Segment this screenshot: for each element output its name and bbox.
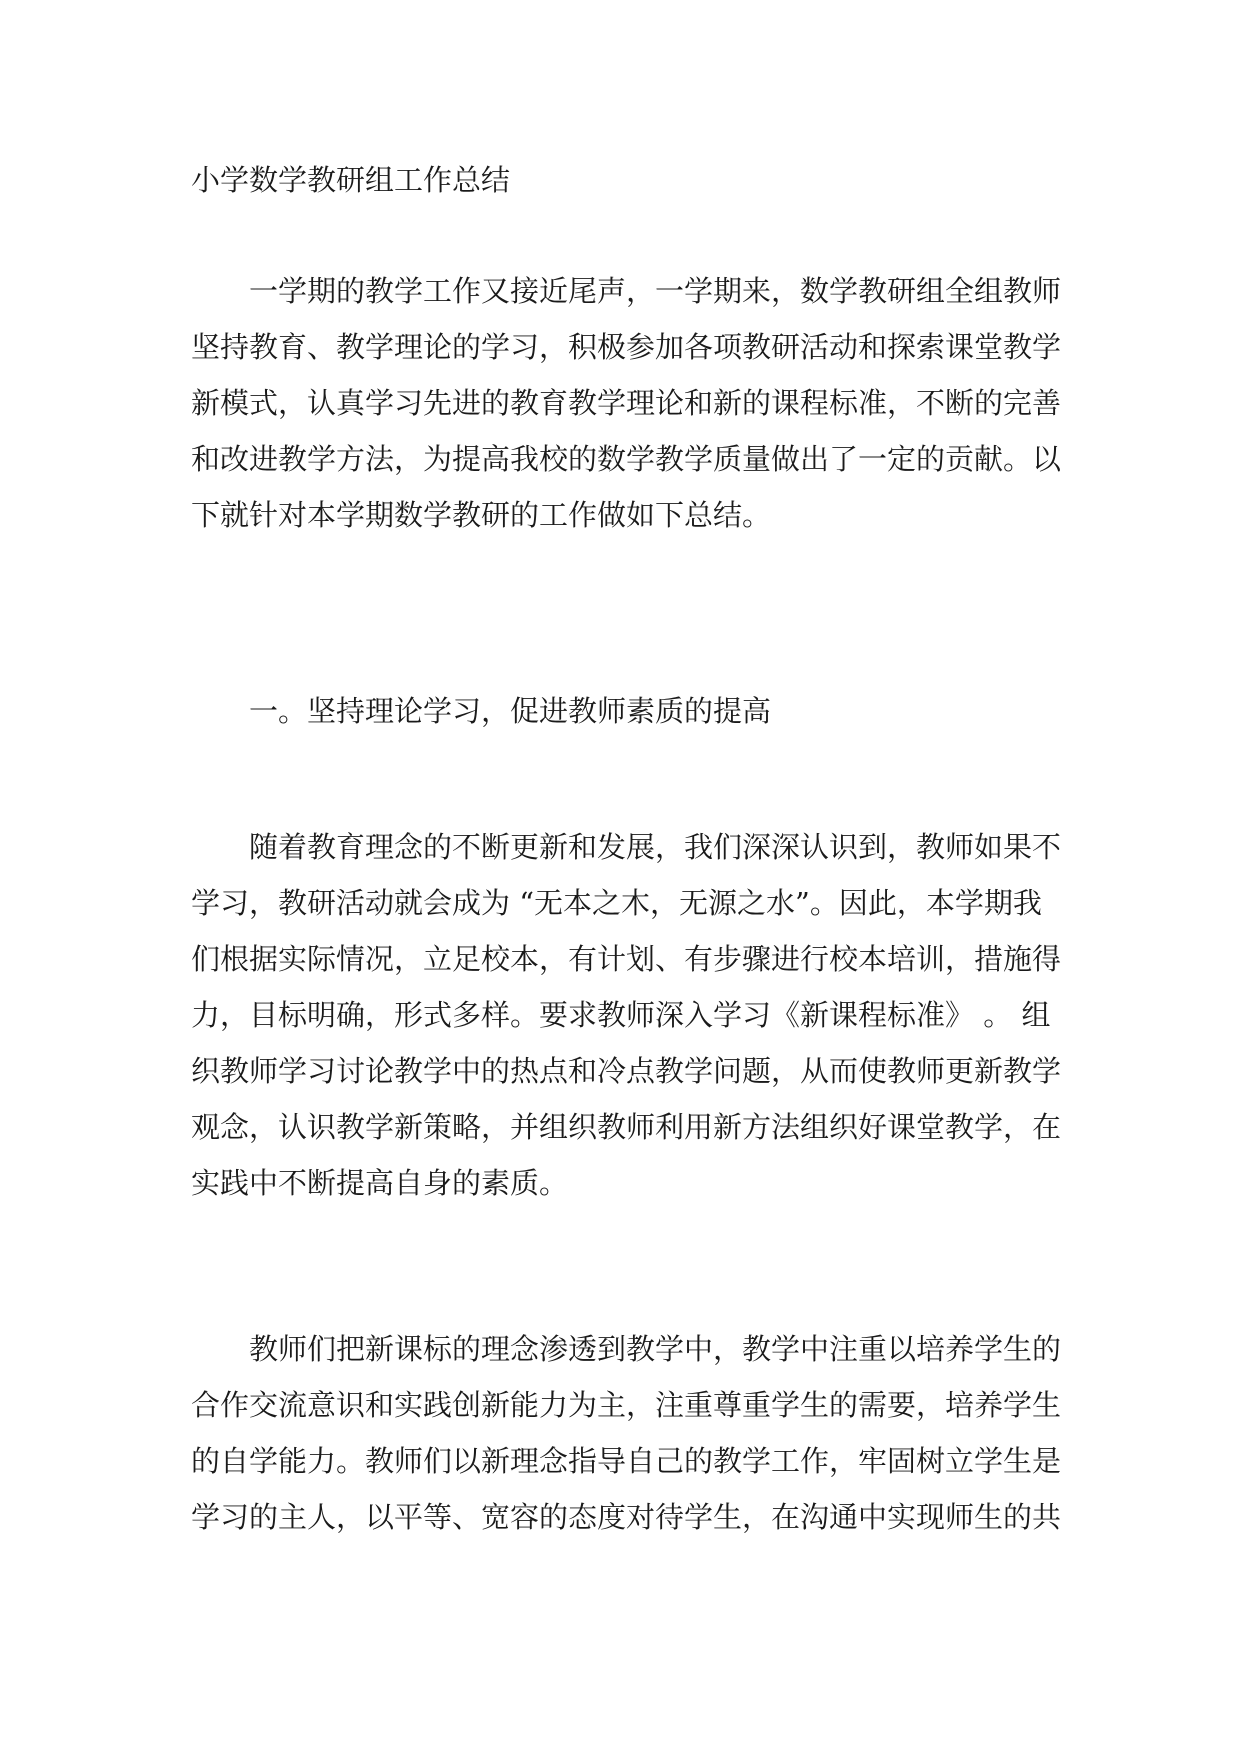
document-title: 小学数学教研组工作总结 bbox=[191, 163, 511, 197]
paragraph-line: 随着教育理念的不断更新和发展，我们深深认识到，教师如果不 bbox=[249, 830, 1062, 864]
paragraph-line: 下就针对本学期数学教研的工作做如下总结。 bbox=[191, 498, 772, 532]
paragraph-line: 和改进教学方法，为提高我校的数学教学质量做出了一定的贡献。以 bbox=[191, 442, 1062, 476]
paragraph-line: 新模式，认真学习先进的教育教学理论和新的课程标准，不断的完善 bbox=[191, 386, 1062, 420]
paragraph-line: 实践中不断提高自身的素质。 bbox=[191, 1166, 569, 1200]
paragraph-line: 一学期的教学工作又接近尾声，一学期来，数学教研组全组教师 bbox=[249, 274, 1062, 308]
paragraph-line: 力，目标明确，形式多样。要求教师深入学习《新课程标准》 。 组 bbox=[191, 998, 1051, 1032]
paragraph-line: 坚持教育、教学理论的学习，积极参加各项教研活动和探索课堂教学 bbox=[191, 330, 1062, 364]
paragraph-line: 学习，教研活动就会成为 “无本之木，无源之水”。因此，本学期我 bbox=[191, 886, 1042, 920]
section-heading: 一。坚持理论学习，促进教师素质的提高 bbox=[249, 694, 772, 728]
paragraph-line: 的自学能力。教师们以新理念指导自己的教学工作，牢固树立学生是 bbox=[191, 1444, 1062, 1478]
intro-paragraph bbox=[191, 263, 1071, 543]
theory-paragraph bbox=[191, 819, 1071, 1211]
paragraph-line: 合作交流意识和实践创新能力为主，注重尊重学生的需要，培养学生 bbox=[191, 1388, 1062, 1422]
paragraph-line: 织教师学习讨论教学中的热点和冷点教学问题，从而使教师更新教学 bbox=[191, 1054, 1062, 1088]
paragraph-line: 学习的主人，以平等、宽容的态度对待学生，在沟通中实现师生的共 bbox=[191, 1500, 1062, 1534]
practice-paragraph bbox=[191, 1321, 1071, 1545]
paragraph-line: 观念，认识教学新策略，并组织教师利用新方法组织好课堂教学，在 bbox=[191, 1110, 1062, 1144]
paragraph-line: 们根据实际情况，立足校本，有计划、有步骤进行校本培训，措施得 bbox=[191, 942, 1062, 976]
paragraph-line: 教师们把新课标的理念渗透到教学中，教学中注重以培养学生的 bbox=[249, 1332, 1062, 1366]
